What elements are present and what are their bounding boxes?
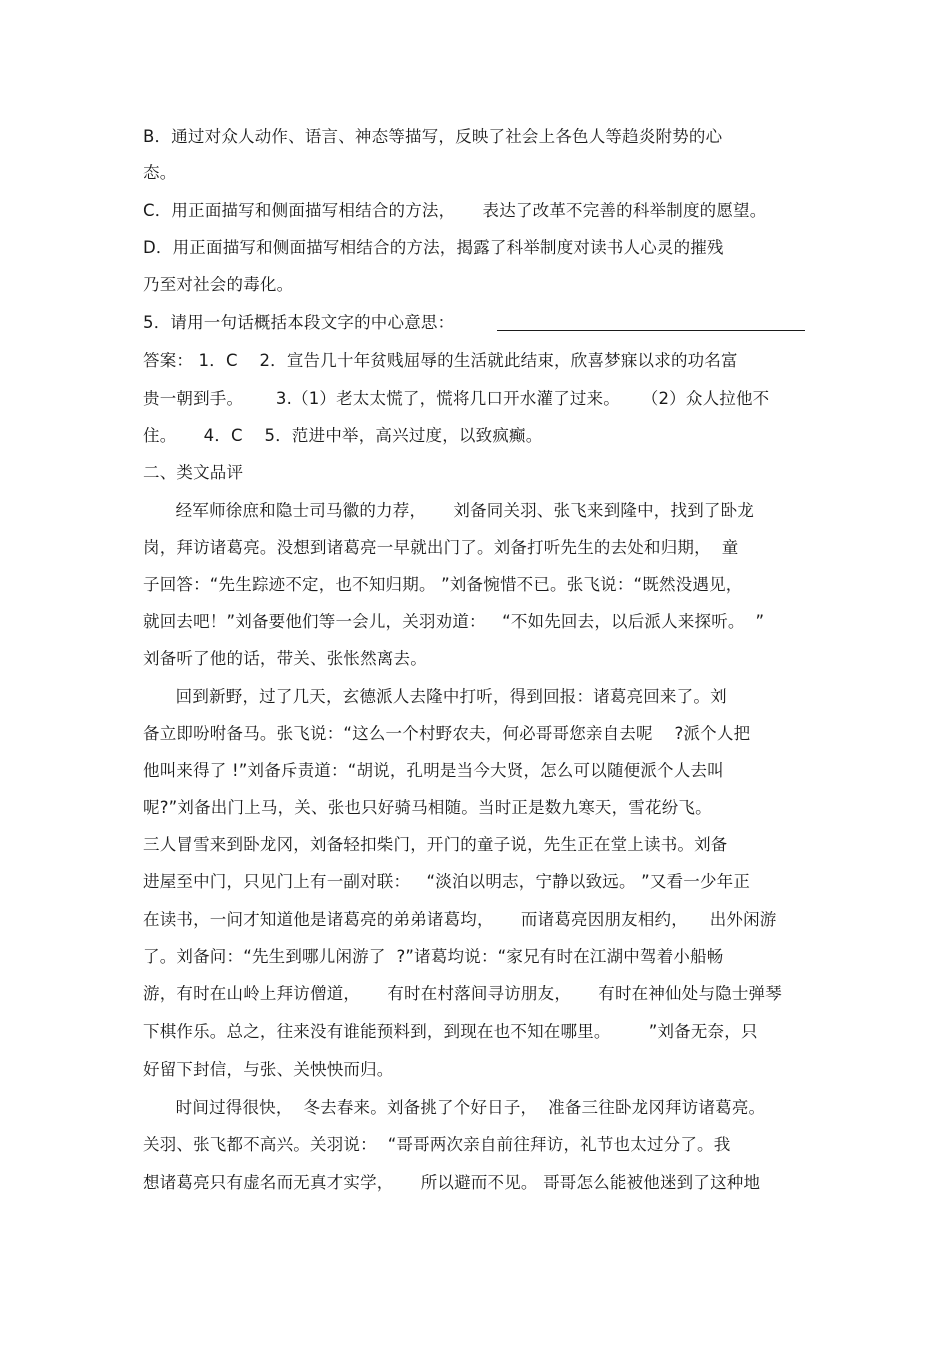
passage-line: 备立即吩咐备马。张飞说：“这么一个村野农夫，何必哥哥您亲自去呢 ?派个人把 (143, 724, 751, 743)
option-d-line-1: D．用正面描写和侧面描写相结合的方法，揭露了科举制度对读书人心灵的摧残 (143, 238, 724, 257)
passage-line: 好留下封信，与张、关怏怏而归。 (143, 1060, 394, 1079)
option-d-line-2: 乃至对社会的毒化。 (143, 275, 294, 294)
passage-line: 想诸葛亮只有虚名而无真才实学， 所以避而不见。 哥哥怎么能被他迷到了这种地 (143, 1173, 761, 1192)
passage-line: 岗，拜访诸葛亮。没想到诸葛亮一早就出门了。刘备打听先生的去处和归期， 童 (143, 538, 739, 557)
option-b-line-1: B．通过对众人动作、语言、神态等描写，反映了社会上各色人等趋炎附势的心 (143, 127, 723, 146)
passage-line: 游，有时在山岭上拜访僧道， 有时在村落间寻访朋友， 有时在神仙处与隐士弹琴 (143, 984, 782, 1003)
passage-line: 时间过得很快， 冬去春来。刘备挑了个好日子， 准备三往卧龙冈拜访诸葛亮。 (143, 1098, 766, 1117)
passage-line: 回到新野，过了几天，玄德派人去隆中打听，得到回报：诸葛亮回来了。刘 (143, 687, 727, 706)
question-5-prompt: 5．请用一句话概括本段文字的中心意思： (143, 313, 455, 332)
option-b-line-2: 态。 (143, 163, 177, 182)
passage-line: 在读书，一问才知道他是诸葛亮的弟弟诸葛均， 而诸葛亮因朋友相约， 出外闲游 (143, 910, 777, 929)
passage-line: 呢?”刘备出门上马，关、张也只好骑马相随。当时正是数九寒天，雪花纷飞。 (143, 798, 712, 817)
passage-line: 就回去吧！”刘备要他们等一会儿，关羽劝道： “不如先回去，以后派人来探听。 ” (143, 612, 765, 631)
answer-line-3: 住。 4．C 5．范进中举，高兴过度，以致疯癫。 (143, 426, 543, 445)
answer-line-1: 答案： 1．C 2．宣告几十年贫贱屈辱的生活就此结束，欣喜梦寐以求的功名富 (143, 351, 738, 370)
section-heading: 二、类文品评 (143, 463, 244, 482)
option-c: C．用正面描写和侧面描写相结合的方法， 表达了改革不完善的科举制度的愿望。 (143, 201, 767, 220)
passage-line: 经军师徐庶和隐士司马徽的力荐， 刘备同关羽、张飞来到隆中，找到了卧龙 (143, 501, 754, 520)
passage-line: 了。刘备问：“先生到哪儿闲游了 ?”诸葛均说：“家兄有时在江湖中驾着小船畅 (143, 947, 724, 966)
answer-line-2: 贵一朝到手。 3.（1）老太太慌了，慌将几口开水灌了过来。 （2）众人拉他不 (143, 389, 770, 408)
answer-blank-line (497, 330, 805, 331)
passage-line: 关羽、张飞都不高兴。关羽说： “哥哥两次亲自前往拜访，礼节也太过分了。我 (143, 1135, 731, 1154)
passage-line: 进屋至中门，只见门上有一副对联： “淡泊以明志，宁静以致远。 ”又看一少年正 (143, 872, 751, 891)
passage-line: 刘备听了他的话，带关、张怅然离去。 (143, 649, 427, 668)
passage-line: 子回答：“先生踪迹不定，也不知归期。 ”刘备惋惜不已。张飞说：“既然没遇见， (143, 575, 743, 594)
passage-line: 下棋作乐。总之，往来没有谁能预料到，到现在也不知在哪里。 ”刘备无奈，只 (143, 1022, 758, 1041)
passage-line: 他叫来得了 !”刘备斥责道：“胡说，孔明是当今大贤，怎么可以随便派个人去叫 (143, 761, 724, 780)
passage-line: 三人冒雪来到卧龙冈，刘备轻扣柴门，开门的童子说，先生正在堂上读书。刘备 (143, 835, 728, 854)
